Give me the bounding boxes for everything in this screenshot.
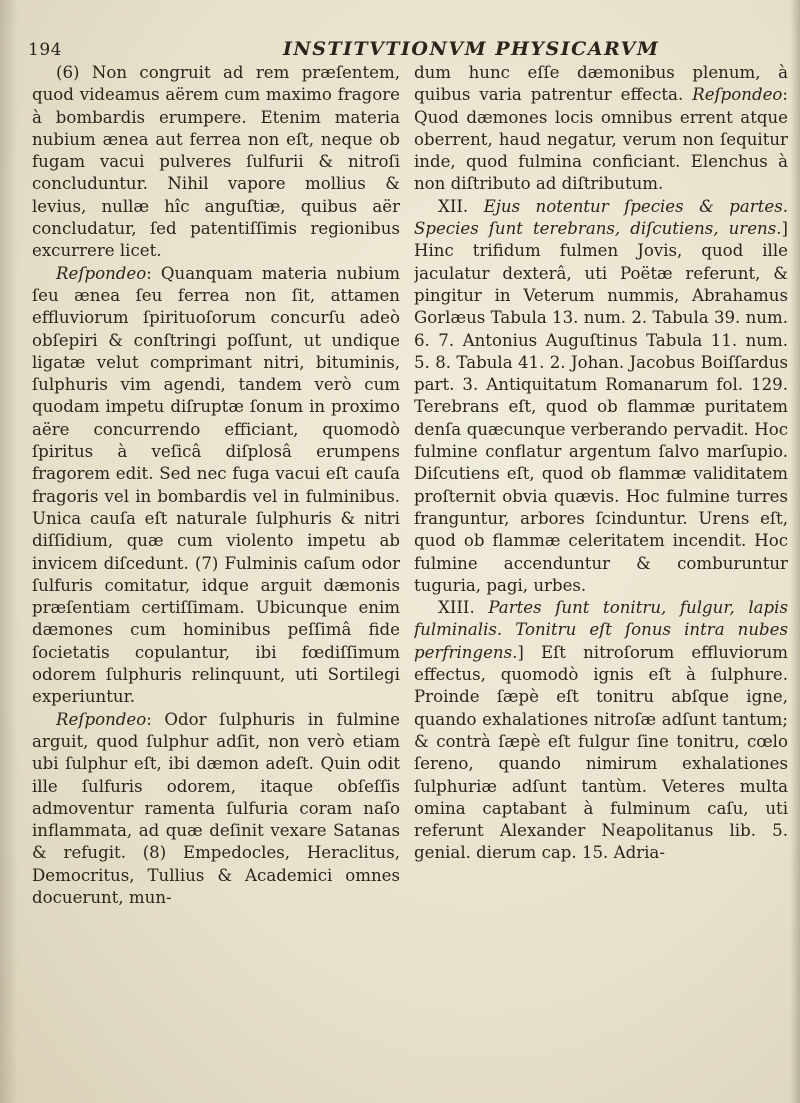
respondeo-label: Reſpondeo [56,709,147,729]
paragraph [414,62,788,196]
section-paragraph [414,196,788,597]
page-number: 194 [28,40,62,60]
paragraph-text: : Odor ſulphuris in fulmine arguit, quod ſulphur adſit, non verò etiam ubi ſulphur eſt, ibi dæmon adeſt. Quin odit ille ſulfuris odorem, itaque obſeſſis admoventur ramenta ſulfuria coram naſo inflammata, ad quæ deſinit vexare Satanas & refugit. (8) Empedocles, Heraclitus, Democritus, Tullius & Academici omnes docuerunt, mun- [32,709,400,907]
section-paragraph [414,597,788,865]
binding-shadow [0,0,18,1103]
right-column [414,62,788,1092]
paragraph-text: (6) Non congruit ad rem præſentem, quod videamus aërem cum maximo fragore à bombardis erumpere. Etenim materia nubium ænea aut ferrea non eſt, neque ob fugam vacui pulveres ſulfurii & nitroſi concluduntur. Nihil vapore mollius & levius, nullæ hîc anguſtiæ, quibus aër concludatur, ſed patentiſſimis regionibus excurrere licet. [32,63,400,261]
paragraph-text: : Quanquam materia nubium ſeu ænea ſeu ferrea non ſit, attamen effluviorum ſpirituoſorum concurſu adeò obſepiri & conſtringi poſſunt, ut undique ligatæ velut comprimant nitri, bituminis, ſulphuris vim agendi, tandem verò cum quodam impetu diſruptæ ſonum in proximo aëre concurrendo efficiant, quomodò ſpiritus à veſicâ diſplosâ erumpens fragorem edit. Sed nec fuga vacui eſt cauſa fragoris vel in bombardis vel in fulminibus. Unica cauſa eſt naturale ſulphuris & nitri diſſidium, quæ cum violento impetu ab invicem diſcedunt. (7) Fulminis caſum odor ſulfuris comitatur, idque arguit dæmonis præſentiam certiſſimam. Ubicunque enim dæmones cum hominibus peſſimâ fide ſocietatis copulantur, ibi fœdiſſimum odorem ſulphuris relinquunt, uti Sortilegi experiuntur. [32,263,400,707]
paragraph [32,709,400,910]
paragraph [32,263,400,709]
page-edge [790,0,800,1103]
left-column [32,62,400,1092]
respondeo-label: Reſpondeo [692,85,783,105]
paragraph-text: ] Eſt nitroſorum effluviorum effectus, quomodò ignis eſt à ſulphure. Proinde ſæpè eſt tonitru abſque igne, quando exhalationes nitroſæ adſunt tantum; & contrà ſæpè eſt fulgur ſine tonitru, cœlo ſereno, quando nimirum exhalationes ſulphuriæ adſunt tantùm. Veteres multa omina captabant à fulminum caſu, uti referunt Alexander Neapolitanus lib. 5. genial. dierum cap. 15. Adria- [414,642,788,863]
respondeo-label: Reſpondeo [56,263,147,283]
page-header [28,36,788,62]
section-heading: Ejus notentur ſpecies & partes. Species ſunt terebrans, diſcutiens, urens. [414,196,788,239]
paragraph-text: dum hunc eſſe dæmonibus plenum, à quibus varia patrentur effecta. [414,63,788,105]
paragraph-text: : Quod dæmones locis omnibus errent atque oberrent, haud negatur, verum non ſequitur inde, quod fulmina conficiant. Elenchus à non diſtributo ad diſtributum. [414,85,788,194]
section-number: XIII. [438,598,475,618]
paragraph-text: ] Hinc trifidum fulmen Jovis, quod ille jaculatur dexterâ, uti Poëtæ referunt, & pingitur in Veterum nummis, Abrahamus Gorlæus Tabula 13. num. 2. Tabula 39. num. 6. 7. Antonius Auguſtinus Tabula 11. num. 5. 8. Tabula 41. 2. Johan. Jacobus Boiſſardus part. 3. Antiquitatum Romanarum fol. 129. Terebrans eſt, quod ob flammæ puritatem denſa quæcunque verberando pervadit. Hoc fulmine conflatur argentum ſalvo marſupio. Diſcutiens eſt, quod ob flammæ validitatem proſternit obvia quævis. Hoc fulmine turres franguntur, arbores ſcinduntur. Urens eſt, quod ob flammæ celeritatem incendit. Hoc fulmine accenduntur & comburuntur tuguria, pagi, urbes. [414,219,788,595]
section-heading: Partes ſunt tonitru, fulgur, lapis fulminalis. Tonitru eſt ſonus intra nubes perfringens. [414,598,788,662]
running-head: INSTITVTIONVM PHYSICARVM [283,38,660,60]
section-number: XII. [438,196,469,216]
paragraph [32,62,400,263]
